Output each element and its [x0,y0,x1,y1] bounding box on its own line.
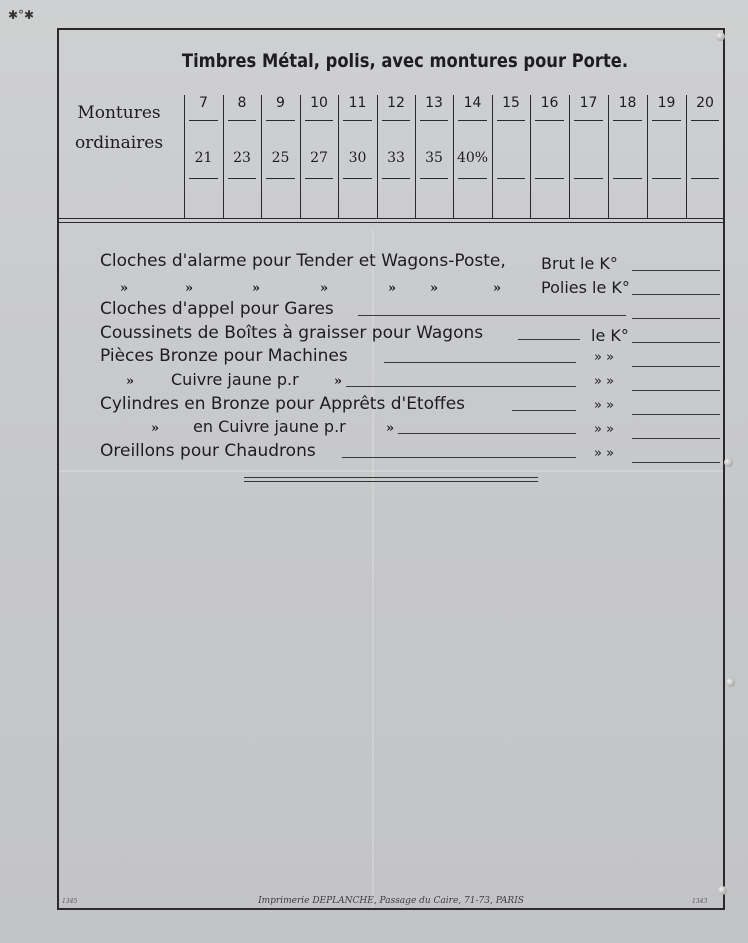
table-label-line2: ordinaires [74,133,164,153]
item-text: Coussinets de Boîtes à graisser pour Wagons [100,323,484,343]
printer-footer: Imprimerie DEPLANCHE, Passage du Caire, 71-73, PARIS [258,896,524,906]
cell-rule [189,120,218,121]
price-cell: 21 [194,150,213,166]
section-separator-inner [57,222,725,223]
ditto-mark: » [388,281,397,296]
cell-rule [497,178,525,179]
cell-rule [535,120,564,121]
item-unit: » » [594,350,615,365]
ruled-line [632,342,720,343]
ruled-line [632,270,720,271]
cell-rule [228,178,256,179]
item-row-cuivre-jaune-2 [193,417,346,439]
cell-rule [497,120,525,121]
size-header-cell: 18 [618,95,637,111]
item-text: Cylindres en Bronze pour Apprêts d'Etoffes [100,394,466,414]
size-header-cell: 9 [276,95,285,111]
cell-rule [652,178,681,179]
cell-rule [382,178,410,179]
table-column-line [647,95,648,219]
ditto-mark: » [151,421,160,436]
cell-rule [420,120,448,121]
size-header-cell: 13 [425,95,443,111]
binder-hole [726,678,735,687]
item-unit: » » [594,398,615,413]
cell-rule [535,178,564,179]
item-text: Cloches d'appel pour Gares [100,299,334,319]
cell-rule [574,178,603,179]
size-header-cell: 20 [696,95,714,111]
ditto-mark: » [493,281,502,296]
price-cell: 30 [348,150,367,166]
ditto-mark: » [320,281,329,296]
item-row-coussinets [100,323,483,345]
cell-rule [574,120,603,121]
corner-code-right: 1343 [692,898,708,905]
item-row-cloches-appel [100,299,334,321]
table-column-line [608,95,609,219]
price-cell: 40% [456,150,489,166]
cell-rule [305,120,333,121]
item-row-oreillons [100,441,316,463]
size-header-cell: 12 [387,95,405,111]
ditto-mark: » [334,374,343,389]
cell-rule [343,178,372,179]
cell-rule [305,178,333,179]
ruled-line [632,438,720,439]
size-header-cell: 14 [463,95,482,111]
ditto-mark: » [185,281,194,296]
leader-line [384,362,576,363]
price-cell: 25 [271,150,290,166]
ruled-line [632,366,720,367]
size-header-cell: 8 [237,95,247,111]
cell-rule [343,120,372,121]
item-text: Oreillons pour Chaudrons [100,441,316,461]
size-header-cell: 10 [310,95,328,111]
table-column-line [530,95,531,219]
cell-rule [382,120,410,121]
cell-rule [691,120,719,121]
item-text: en Cuivre jaune p.r [193,417,346,436]
cell-rule [613,178,642,179]
ditto-mark: » [120,281,129,296]
cell-rule [458,178,487,179]
ditto-mark: » [386,421,395,436]
item-unit: Polies le K° [541,278,630,297]
item-unit: » » [594,446,615,461]
item-unit: » » [594,422,615,437]
corner-mark: ✱°✱ [8,8,35,22]
size-header-cell: 17 [579,95,598,111]
item-unit: le K° [591,326,629,345]
cell-rule [228,120,256,121]
leader-line [398,433,576,434]
ruled-line [632,414,720,415]
table-column-line [686,95,687,219]
ditto-mark: » [126,374,135,389]
binder-hole [716,32,725,41]
binder-hole [718,886,727,895]
size-header-cell: 15 [502,95,520,111]
ruled-line [632,462,720,463]
item-row-cuivre-jaune [171,370,299,392]
cell-rule [420,178,448,179]
item-unit: » » [594,374,615,389]
leader-line [342,457,576,458]
price-cell: 23 [233,150,251,166]
corner-code-left: 1345 [62,898,78,905]
item-unit: Brut le K° [541,254,618,273]
leader-line [346,386,576,387]
price-cell: 35 [425,150,443,166]
price-cell: 33 [387,150,405,166]
ruled-line [632,390,720,391]
leader-line [518,339,580,340]
size-header-cell: 7 [199,95,208,111]
item-text: Pièces Bronze pour Machines [100,346,348,366]
cell-rule [189,178,218,179]
cell-rule [266,178,295,179]
cell-rule [691,178,719,179]
table-column-line [569,95,570,219]
ruled-line [632,318,720,319]
size-header-cell: 19 [657,95,676,111]
ruled-line [632,294,720,295]
price-cell: 27 [310,150,328,166]
cell-rule [458,120,487,121]
page-title: Timbres Métal, polis, avec montures pour Porte. [181,50,629,72]
item-row-cylindres-bronze [100,394,465,416]
table-label-line1: Montures [77,103,161,123]
item-row-pieces-bronze [100,346,348,368]
ditto-mark: » [430,281,439,296]
table-column-line [492,95,493,219]
cell-rule [652,120,681,121]
closing-double-rule [244,477,538,482]
leader-line [512,410,576,411]
binder-hole [724,458,733,467]
item-row-cloches-alarme [100,251,506,273]
leader-line [358,315,626,316]
section-separator [57,218,725,219]
size-header-cell: 11 [348,95,367,111]
item-text: Cuivre jaune p.r [171,370,299,389]
size-header-cell: 16 [540,95,559,111]
item-text: Cloches d'alarme pour Tender et Wagons-Poste, [100,251,506,271]
ditto-mark: » [252,281,261,296]
cell-rule [613,120,642,121]
cell-rule [266,120,295,121]
